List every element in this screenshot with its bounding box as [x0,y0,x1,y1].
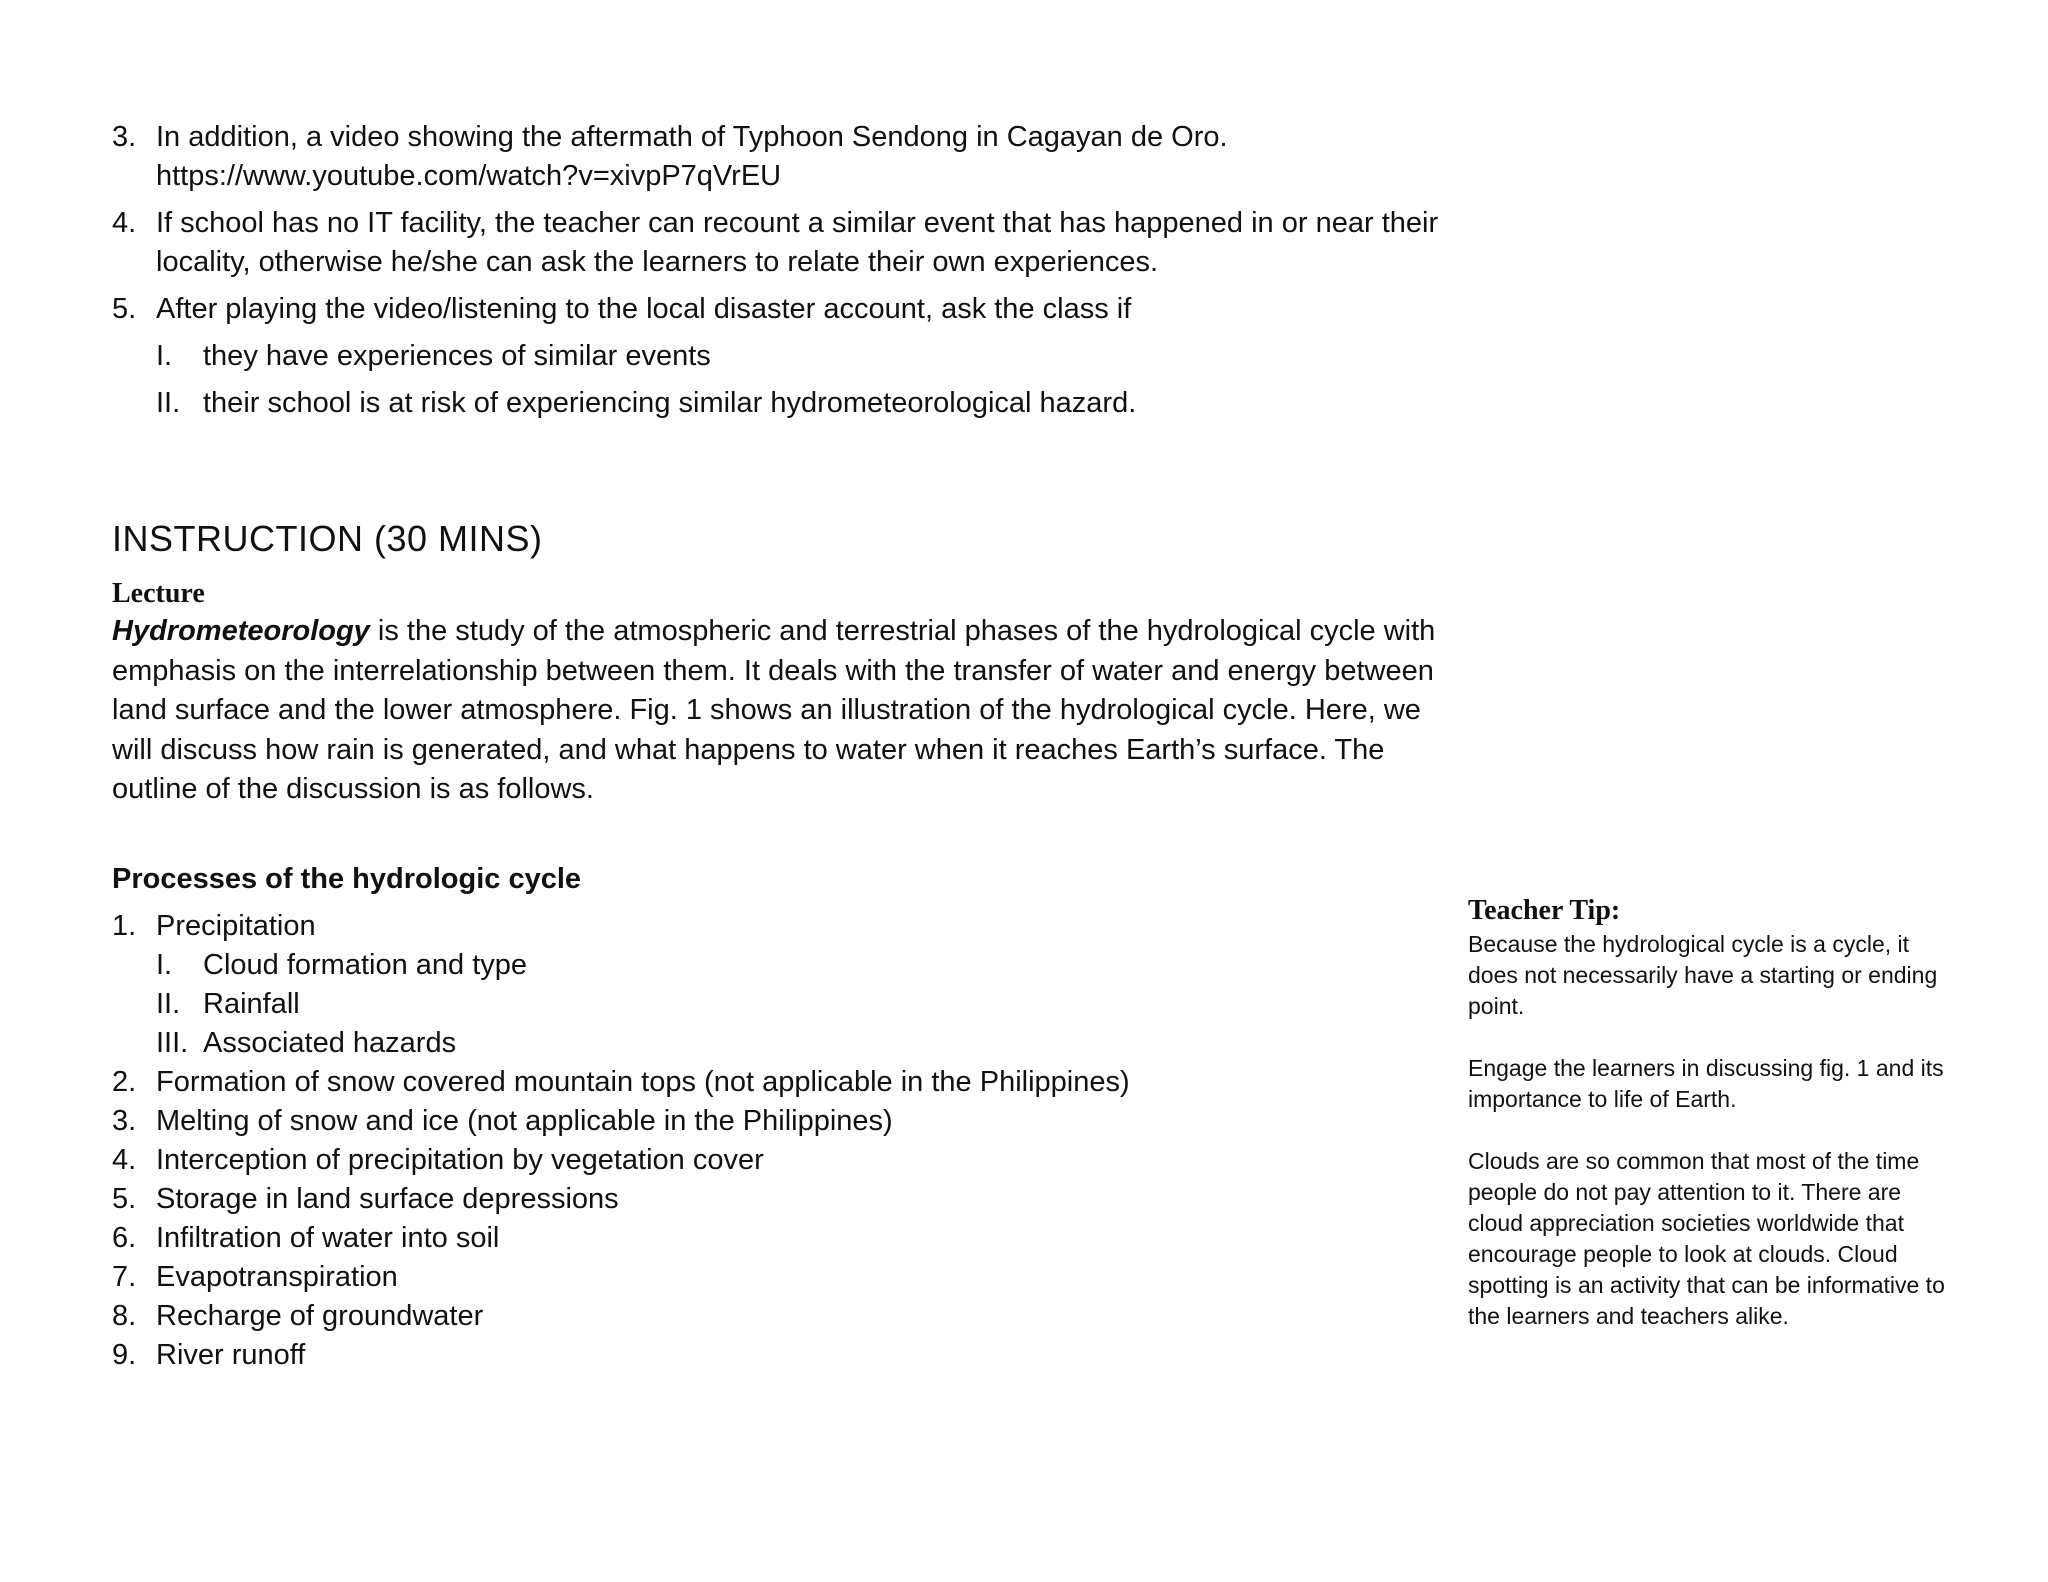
list-text: Cloud formation and type [203,949,528,981]
lecture-paragraph [112,612,1462,810]
teacher-tip-title: Teacher Tip: [1468,895,1621,926]
list-item [112,118,1452,196]
list-item [156,337,1452,376]
list-item [112,1336,1452,1375]
processes-list [112,907,1452,1375]
list-item [112,907,1452,946]
list-text: Storage in land surface depressions [156,1183,619,1215]
list-item [112,1063,1452,1102]
list-text: Evapotranspiration [156,1261,398,1293]
list-number: 5. [112,293,137,325]
lecture-label: Lecture [112,578,205,609]
list-number: 5. [112,1183,137,1215]
list-number: 1. [112,910,137,942]
list-item [156,946,1452,985]
list-number: 4. [112,1144,137,1176]
lecture-term: Hydrometeorology [112,615,370,647]
processes-title: Processes of the hydrologic cycle [112,863,582,895]
list-item [112,290,1452,329]
list-number: II. [156,387,181,419]
processes-sublist [112,946,1452,1063]
teacher-tip-paragraph: Engage the learners in discussing fig. 1 and its importance to life of Earth. [1468,1055,1944,1112]
list-item [112,204,1452,282]
list-item [112,1141,1452,1180]
list-number: 4. [112,207,137,239]
list-item [112,1258,1452,1297]
list-item [156,1024,1452,1063]
list-number: 3. [112,1105,137,1137]
list-text: River runoff [156,1339,306,1371]
list-number: I. [156,949,173,981]
section-heading: INSTRUCTION (30 MINS) [112,518,543,559]
list-text: If school has no IT facility, the teacher can recount a similar event that has happened in or near their locality, otherwise he/she can ask the learners to relate their own experiences. [156,207,1439,278]
list-number: III. [156,1027,189,1059]
list-number: 9. [112,1339,137,1371]
list-text: Infiltration of water into soil [156,1222,500,1254]
list-number: I. [156,340,173,372]
list-number: 2. [112,1066,137,1098]
list-text: Recharge of groundwater [156,1300,484,1332]
list-number: 6. [112,1222,137,1254]
list-text: Formation of snow covered mountain tops (not applicable in the Philippines) [156,1066,1130,1098]
list-item [112,1219,1452,1258]
list-text: Interception of precipitation by vegetation cover [156,1144,764,1176]
lecture-text: is the study of the atmospheric and terrestrial phases of the hydrological cycle with emphasis on the interrelationship between them. It deals with the transfer of water and energy between land surface and the lower atmosphere. Fig. 1 shows an illustration of the hydrological cycle. Here, we will discuss how rain is generated, and what happens to water when it reaches Earth’s surface. The outline of the discussion is as follows. [112,615,1436,805]
list-item [112,1297,1452,1336]
teacher-tip [1468,895,1958,1363]
list-number: 7. [112,1261,137,1293]
intro-list [112,118,1452,431]
intro-sublist [112,337,1452,423]
list-item [112,1102,1452,1141]
list-text: they have experiences of similar events [203,340,711,372]
list-text: Associated hazards [203,1027,457,1059]
list-item [156,985,1452,1024]
list-number: 8. [112,1300,137,1332]
list-text: their school is at risk of experiencing similar hydrometeorological hazard. [203,387,1137,419]
list-number: 3. [112,121,137,153]
teacher-tip-paragraph: Clouds are so common that most of the time people do not pay attention to it. There are cloud appreciation societies worldwide that encourage people to look at clouds. Cloud spotting is an activity that can be informative to the learners and teachers alike. [1468,1148,1945,1329]
list-item [112,1180,1452,1219]
list-number: II. [156,988,181,1020]
teacher-tip-paragraph: Because the hydrological cycle is a cycle, it does not necessarily have a starting or ending point. [1468,931,1938,1019]
list-text: In addition, a video showing the aftermath of Typhoon Sendong in Cagayan de Oro. https://www.youtube.com/watch?v=xivpP7qVrEU [156,121,1228,192]
list-text: Rainfall [203,988,300,1020]
list-text: Melting of snow and ice (not applicable in the Philippines) [156,1105,893,1137]
list-item [156,384,1452,423]
list-text: After playing the video/listening to the local disaster account, ask the class if [156,293,1132,325]
list-text: Precipitation [156,910,316,942]
